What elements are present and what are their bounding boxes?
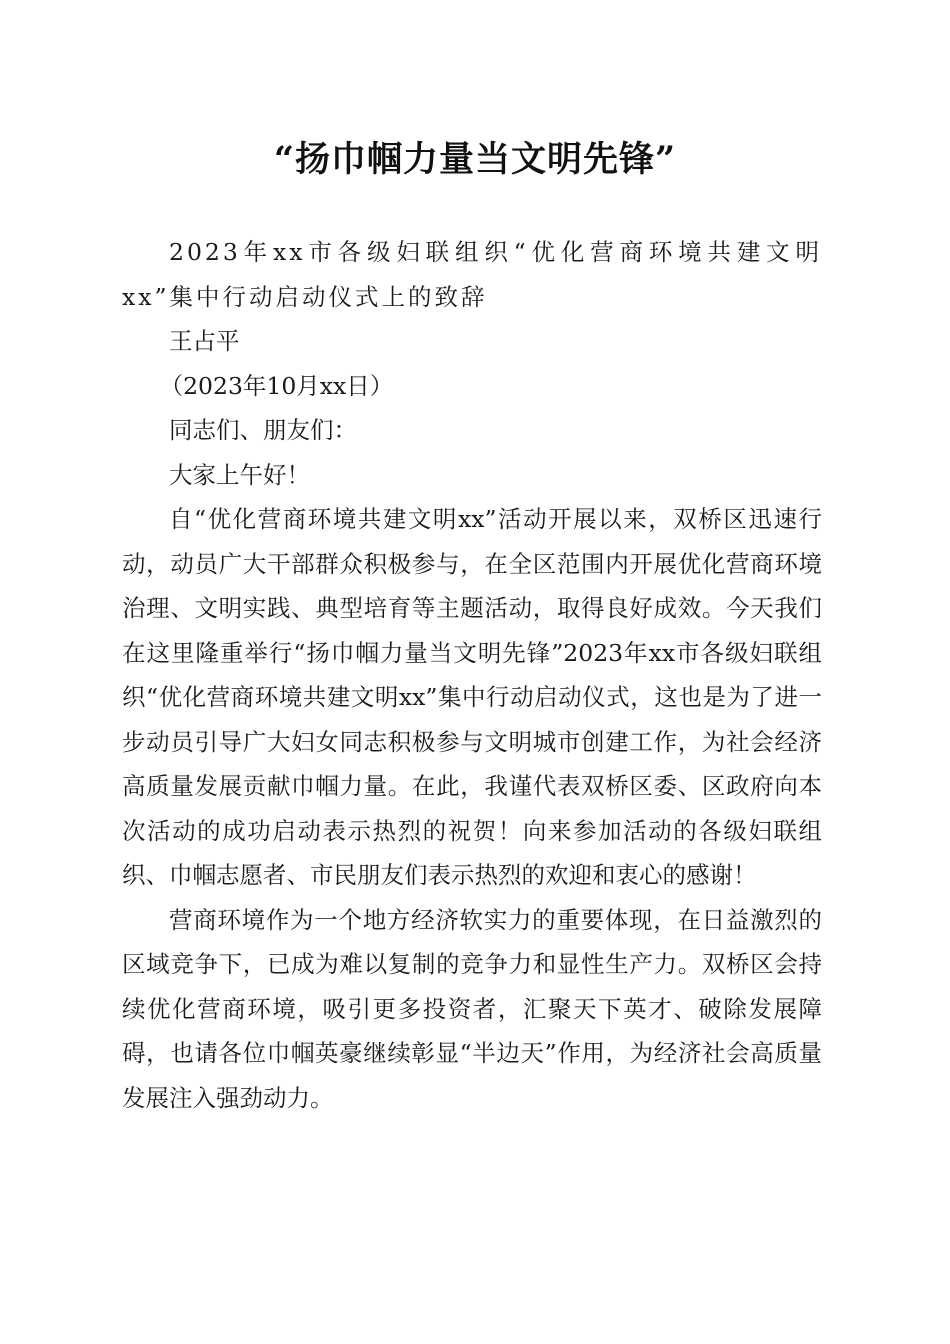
document-title: “扬巾帼力量当文明先锋” xyxy=(273,139,677,180)
greeting: 大家上午好！ xyxy=(169,460,310,489)
salutation: 同志们、朋友们： xyxy=(169,416,357,444)
speech-subtitle: 2023年xx市各级妇联组织“优化营商环境共建文明xx”集中行动启动仪式上的致辞 xyxy=(122,238,822,311)
paragraph-2: 营商环境作为一个地方经济软实力的重要体现，在日益激烈的区域竞争下，已成为难以复制的竞争力和显性生产力。双桥区会持续优化营商环境，吸引更多投资者，汇聚天下英才、破除发展障碍，也请各位巾帼英豪继续彰显“半边天”作用，为经济社会高质量发展注入强劲动力。 xyxy=(122,905,822,1112)
author-name: 王占平 xyxy=(169,327,240,355)
speech-date: （2023年10月xx日） xyxy=(159,371,394,400)
document-body xyxy=(122,230,822,1120)
paragraph-1: 自“优化营商环境共建文明xx”活动开展以来，双桥区迅速行动，动员广大干部群众积极参与，在全区范围内开展优化营商环境治理、文明实践、典型培育等主题活动，取得良好成效。今天我们在这里隆重举行“扬巾帼力量当文明先锋”2023年xx市各级妇联组织“优化营商环境共建文明xx”集中行动启动仪式，这也是为了进一步动员引导广大妇女同志积极参与文明城市创建工作，为社会经济高质量发展贡献巾帼力量。在此，我谨代表双桥区委、区政府向本次活动的成功启动表示热烈的祝贺！向来参加活动的各级妇联组织、巾帼志愿者、市民朋友们表示热烈的欢迎和衷心的感谢！ xyxy=(122,505,822,889)
